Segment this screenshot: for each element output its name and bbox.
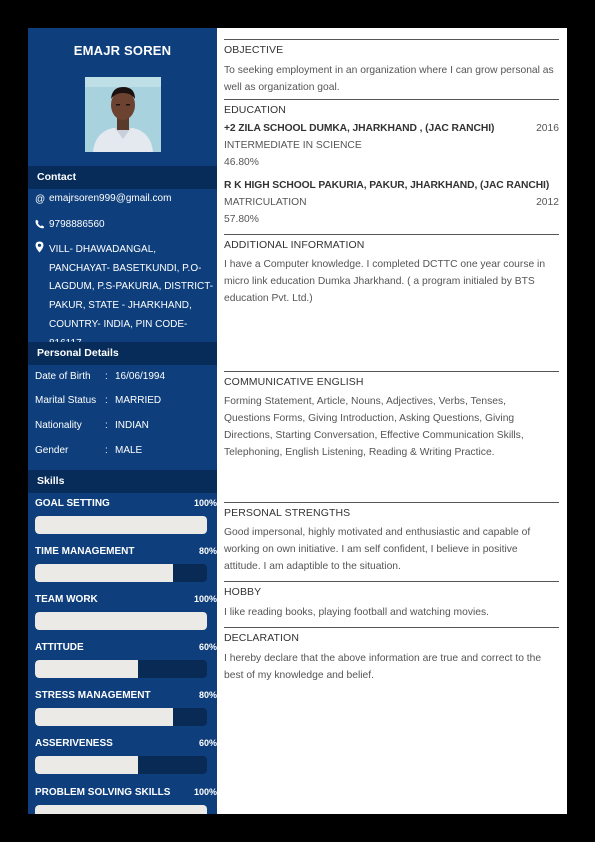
skills-heading: Skills [28, 470, 217, 493]
skill-name: PROBLEM SOLVING SKILLS [35, 787, 171, 798]
skill-percent: 80% [198, 546, 217, 556]
skill-bar [35, 516, 207, 534]
colon-separator: : [105, 371, 108, 382]
section-divider [224, 39, 559, 40]
nationality-label: Nationality [35, 420, 82, 431]
dob-label: Date of Birth [35, 371, 91, 382]
gender-label: Gender [35, 445, 69, 456]
skill-percent: 80% [198, 690, 217, 700]
skill-bar-fill [35, 660, 138, 678]
section-divider [224, 371, 559, 372]
marital-value: MARRIED [115, 395, 162, 406]
education-score: 46.80% [224, 157, 259, 168]
education-school: R K HIGH SCHOOL PAKURIA, PAKUR, JHARKHAND, (JAC RANCHI) [224, 180, 550, 191]
contact-heading: Contact [28, 166, 217, 189]
skill-name: GOAL SETTING [35, 498, 110, 509]
nationality-value: INDIAN [115, 420, 149, 431]
colon-separator: : [105, 395, 108, 406]
skill-name: TIME MANAGEMENT [35, 546, 135, 557]
section-divider [224, 627, 559, 628]
declaration-text: I hereby declare that the above information are true and correct to the best of my knowledge and belief. [224, 653, 542, 681]
email-text: emajrsoren999@gmail.com [49, 193, 172, 204]
profile-photo [85, 77, 161, 152]
skill-bar [35, 660, 207, 678]
skill-bar-fill [35, 756, 138, 774]
education-year: 2016 [536, 123, 559, 134]
education-year: 2012 [536, 197, 559, 208]
skill-bar-fill [35, 516, 207, 534]
skill-bar [35, 805, 207, 814]
sidebar [28, 28, 217, 814]
section-divider [224, 234, 559, 235]
marital-label: Marital Status [35, 395, 97, 406]
skill-bar-fill [35, 805, 207, 814]
additional-info-heading: ADDITIONAL INFORMATION [224, 239, 365, 251]
education-course: INTERMEDIATE IN SCIENCE [224, 140, 362, 151]
objective-heading: OBJECTIVE [224, 44, 284, 56]
skill-bar-fill [35, 564, 173, 582]
dob-value: 16/06/1994 [115, 371, 166, 382]
skill-bar [35, 564, 207, 582]
skill-bar-fill [35, 708, 173, 726]
phone-icon [35, 219, 49, 234]
skill-bar-fill [35, 612, 207, 630]
location-pin-icon [35, 241, 49, 258]
hobby-heading: HOBBY [224, 586, 262, 598]
candidate-name: EMAJR SOREN [73, 43, 172, 58]
resume-page [28, 28, 567, 814]
additional-info-text: I have a Computer knowledge. I completed DCTTC one year course in micro link education Dumka Jharkhand. ( a program initialed by BTS education Pvt. Ltd.) [224, 259, 546, 304]
education-heading: EDUCATION [224, 104, 286, 116]
strengths-text: Good impersonal, highly motivated and enthusiastic and capable of working on own initiative. I am self confident, I believe in positive attitude. I am adaptible to the situation. [224, 527, 531, 572]
skill-percent: 60% [198, 642, 217, 652]
skill-percent: 100% [193, 787, 217, 797]
address-row [35, 241, 217, 353]
education-score: 57.80% [224, 214, 259, 225]
phone-row [35, 219, 105, 234]
education-course: MATRICULATION [224, 197, 307, 208]
skill-bar [35, 708, 207, 726]
hobby-text: I like reading books, playing football and watching movies. [224, 607, 490, 618]
skill-percent: 100% [193, 594, 217, 604]
skill-percent: 100% [193, 498, 217, 508]
declaration-heading: DECLARATION [224, 632, 299, 644]
skill-name: ATTITUDE [35, 642, 84, 653]
colon-separator: : [105, 445, 108, 456]
skill-name: ASSERIVENESS [35, 738, 113, 749]
skill-bar [35, 756, 207, 774]
main-content [224, 28, 559, 814]
english-text: Forming Statement, Article, Nouns, Adjectives, Verbs, Tenses, Questions Forms, Giving Introduction, Asking Questions, Giving Directions, Starting Conversation, Effective Communication Skills, Telephoning, English Listening, Reading & Writing Practice. [224, 396, 524, 458]
personal-details-heading: Personal Details [28, 342, 217, 365]
skill-name: STRESS MANAGEMENT [35, 690, 151, 701]
strengths-heading: PERSONAL STRENGTHS [224, 507, 351, 519]
skill-bar [35, 612, 207, 630]
section-divider [224, 581, 559, 582]
skill-name: TEAM WORK [35, 594, 98, 605]
address-text: VILL- DHAWADANGAL, PANCHAYAT- BASETKUNDI, P.O- LAGDUM, P.S-PAKURIA, DISTRICT- PAKUR, STATE - JHARKHAND, COUNTRY- INDIA, PIN CODE- [49, 244, 214, 330]
objective-text: To seeking employment in an organization where I can grow personal as well as organization goal. [224, 65, 554, 93]
section-divider [224, 502, 559, 503]
at-icon: @ [35, 194, 46, 205]
section-divider [224, 99, 559, 100]
gender-value: MALE [115, 445, 143, 456]
colon-separator: : [105, 420, 108, 431]
education-school: +2 ZILA SCHOOL DUMKA, JHARKHAND , (JAC RANCHI) [224, 123, 495, 134]
skill-percent: 60% [198, 738, 217, 748]
email-row [35, 193, 171, 207]
phone-text: 9798886560 [49, 219, 105, 230]
english-heading: COMMUNICATIVE ENGLISH [224, 376, 364, 388]
